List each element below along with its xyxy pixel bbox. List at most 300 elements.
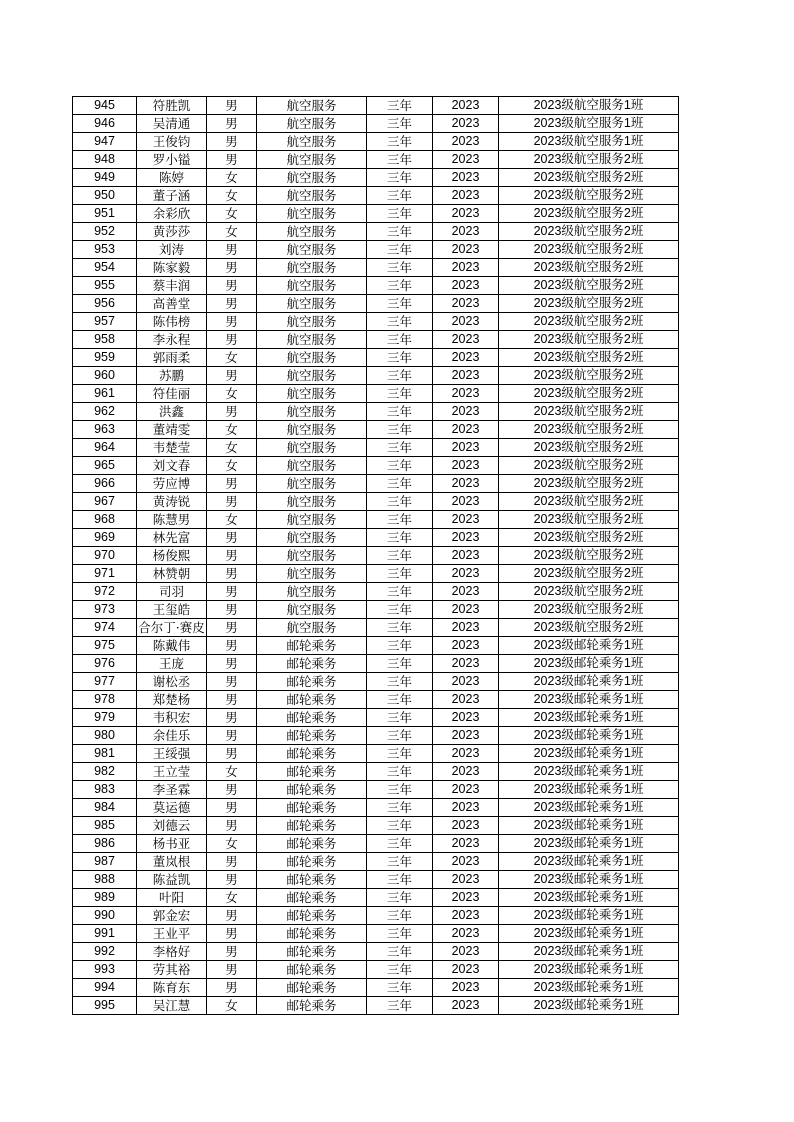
- student-name: 陈伟榜: [137, 313, 207, 331]
- student-name: 董靖雯: [137, 421, 207, 439]
- student-name: 谢松丞: [137, 673, 207, 691]
- row-number: 979: [73, 709, 137, 727]
- row-number: 971: [73, 565, 137, 583]
- student-major: 航空服务: [257, 223, 367, 241]
- study-duration: 三年: [367, 529, 433, 547]
- class-name: 2023级航空服务2班: [499, 313, 679, 331]
- student-name: 郑楚杨: [137, 691, 207, 709]
- student-name: 王庞: [137, 655, 207, 673]
- student-name: 郭雨柔: [137, 349, 207, 367]
- study-duration: 三年: [367, 457, 433, 475]
- student-major: 航空服务: [257, 187, 367, 205]
- enroll-year: 2023: [433, 925, 499, 943]
- row-number: 956: [73, 295, 137, 313]
- row-number: 969: [73, 529, 137, 547]
- student-major: 航空服务: [257, 241, 367, 259]
- row-number: 963: [73, 421, 137, 439]
- table-row: [73, 889, 679, 907]
- table-row: [73, 565, 679, 583]
- student-gender: 男: [207, 619, 257, 637]
- table-row: [73, 187, 679, 205]
- table-row: [73, 259, 679, 277]
- table-row: [73, 655, 679, 673]
- student-name: 刘涛: [137, 241, 207, 259]
- student-major: 航空服务: [257, 601, 367, 619]
- student-gender: 男: [207, 547, 257, 565]
- row-number: 961: [73, 385, 137, 403]
- study-duration: 三年: [367, 637, 433, 655]
- table-row: [73, 133, 679, 151]
- student-major: 邮轮乘务: [257, 781, 367, 799]
- student-major: 邮轮乘务: [257, 745, 367, 763]
- student-major: 航空服务: [257, 493, 367, 511]
- table-row: [73, 169, 679, 187]
- class-name: 2023级航空服务2班: [499, 169, 679, 187]
- table-row: [73, 241, 679, 259]
- student-major: 邮轮乘务: [257, 727, 367, 745]
- row-number: 950: [73, 187, 137, 205]
- student-gender: 男: [207, 583, 257, 601]
- class-name: 2023级邮轮乘务1班: [499, 997, 679, 1015]
- table-row: [73, 619, 679, 637]
- study-duration: 三年: [367, 853, 433, 871]
- row-number: 974: [73, 619, 137, 637]
- class-name: 2023级航空服务2班: [499, 565, 679, 583]
- enroll-year: 2023: [433, 781, 499, 799]
- table-row: [73, 745, 679, 763]
- student-name: 李格好: [137, 943, 207, 961]
- row-number: 968: [73, 511, 137, 529]
- class-name: 2023级航空服务2班: [499, 151, 679, 169]
- student-gender: 男: [207, 799, 257, 817]
- student-major: 航空服务: [257, 421, 367, 439]
- row-number: 977: [73, 673, 137, 691]
- study-duration: 三年: [367, 385, 433, 403]
- class-name: 2023级航空服务2班: [499, 223, 679, 241]
- class-name: 2023级邮轮乘务1班: [499, 799, 679, 817]
- table-body: [73, 97, 679, 1015]
- class-name: 2023级邮轮乘务1班: [499, 745, 679, 763]
- student-gender: 男: [207, 367, 257, 385]
- table-row: [73, 475, 679, 493]
- student-gender: 男: [207, 691, 257, 709]
- student-name: 刘文春: [137, 457, 207, 475]
- student-major: 邮轮乘务: [257, 799, 367, 817]
- student-gender: 男: [207, 961, 257, 979]
- enroll-year: 2023: [433, 259, 499, 277]
- student-gender: 女: [207, 205, 257, 223]
- study-duration: 三年: [367, 133, 433, 151]
- student-major: 航空服务: [257, 97, 367, 115]
- row-number: 964: [73, 439, 137, 457]
- student-name: 余彩欣: [137, 205, 207, 223]
- student-name: 劳其裕: [137, 961, 207, 979]
- student-name: 吴清通: [137, 115, 207, 133]
- study-duration: 三年: [367, 835, 433, 853]
- table-row: [73, 115, 679, 133]
- study-duration: 三年: [367, 439, 433, 457]
- study-duration: 三年: [367, 151, 433, 169]
- student-major: 邮轮乘务: [257, 943, 367, 961]
- class-name: 2023级航空服务2班: [499, 529, 679, 547]
- student-gender: 男: [207, 331, 257, 349]
- student-gender: 男: [207, 529, 257, 547]
- student-major: 航空服务: [257, 619, 367, 637]
- enroll-year: 2023: [433, 349, 499, 367]
- class-name: 2023级航空服务2班: [499, 457, 679, 475]
- student-major: 航空服务: [257, 349, 367, 367]
- student-gender: 男: [207, 745, 257, 763]
- enroll-year: 2023: [433, 727, 499, 745]
- row-number: 949: [73, 169, 137, 187]
- table-row: [73, 349, 679, 367]
- enroll-year: 2023: [433, 367, 499, 385]
- class-name: 2023级邮轮乘务1班: [499, 979, 679, 997]
- study-duration: 三年: [367, 493, 433, 511]
- study-duration: 三年: [367, 259, 433, 277]
- student-gender: 男: [207, 601, 257, 619]
- class-name: 2023级航空服务2班: [499, 205, 679, 223]
- student-gender: 女: [207, 169, 257, 187]
- row-number: 986: [73, 835, 137, 853]
- student-name: 杨书亚: [137, 835, 207, 853]
- table-row: [73, 817, 679, 835]
- student-gender: 女: [207, 421, 257, 439]
- student-gender: 男: [207, 259, 257, 277]
- student-name: 韦楚莹: [137, 439, 207, 457]
- class-name: 2023级航空服务2班: [499, 511, 679, 529]
- enroll-year: 2023: [433, 151, 499, 169]
- row-number: 953: [73, 241, 137, 259]
- row-number: 958: [73, 331, 137, 349]
- student-gender: 女: [207, 997, 257, 1015]
- student-name: 陈益凯: [137, 871, 207, 889]
- student-major: 邮轮乘务: [257, 691, 367, 709]
- student-gender: 男: [207, 565, 257, 583]
- table-row: [73, 997, 679, 1015]
- table-row: [73, 925, 679, 943]
- row-number: 951: [73, 205, 137, 223]
- row-number: 990: [73, 907, 137, 925]
- student-major: 邮轮乘务: [257, 673, 367, 691]
- student-gender: 男: [207, 781, 257, 799]
- student-gender: 男: [207, 871, 257, 889]
- row-number: 983: [73, 781, 137, 799]
- student-gender: 男: [207, 313, 257, 331]
- student-name: 王业平: [137, 925, 207, 943]
- enroll-year: 2023: [433, 673, 499, 691]
- student-name: 黄涛锐: [137, 493, 207, 511]
- class-name: 2023级航空服务2班: [499, 421, 679, 439]
- row-number: 975: [73, 637, 137, 655]
- row-number: 992: [73, 943, 137, 961]
- row-number: 995: [73, 997, 137, 1015]
- class-name: 2023级航空服务2班: [499, 475, 679, 493]
- table-row: [73, 709, 679, 727]
- student-name: 陈婷: [137, 169, 207, 187]
- student-major: 航空服务: [257, 439, 367, 457]
- row-number: 978: [73, 691, 137, 709]
- table-row: [73, 403, 679, 421]
- enroll-year: 2023: [433, 799, 499, 817]
- class-name: 2023级航空服务1班: [499, 97, 679, 115]
- student-name: 杨俊熙: [137, 547, 207, 565]
- table-row: [73, 799, 679, 817]
- class-name: 2023级航空服务2班: [499, 493, 679, 511]
- table-row: [73, 961, 679, 979]
- student-gender: 女: [207, 889, 257, 907]
- enroll-year: 2023: [433, 277, 499, 295]
- student-gender: 男: [207, 655, 257, 673]
- student-gender: 男: [207, 853, 257, 871]
- enroll-year: 2023: [433, 403, 499, 421]
- student-gender: 男: [207, 475, 257, 493]
- student-name: 王绥强: [137, 745, 207, 763]
- student-name: 董岚根: [137, 853, 207, 871]
- enroll-year: 2023: [433, 655, 499, 673]
- study-duration: 三年: [367, 727, 433, 745]
- student-major: 航空服务: [257, 511, 367, 529]
- student-name: 劳应博: [137, 475, 207, 493]
- student-gender: 女: [207, 835, 257, 853]
- student-gender: 女: [207, 187, 257, 205]
- student-name: 高善堂: [137, 295, 207, 313]
- student-gender: 男: [207, 637, 257, 655]
- table-row: [73, 547, 679, 565]
- student-gender: 男: [207, 493, 257, 511]
- enroll-year: 2023: [433, 331, 499, 349]
- row-number: 993: [73, 961, 137, 979]
- enroll-year: 2023: [433, 385, 499, 403]
- study-duration: 三年: [367, 565, 433, 583]
- enroll-year: 2023: [433, 637, 499, 655]
- student-name: 韦积宏: [137, 709, 207, 727]
- class-name: 2023级邮轮乘务1班: [499, 889, 679, 907]
- student-name: 林赞朝: [137, 565, 207, 583]
- row-number: 948: [73, 151, 137, 169]
- student-gender: 男: [207, 979, 257, 997]
- enroll-year: 2023: [433, 691, 499, 709]
- student-name: 符胜凯: [137, 97, 207, 115]
- study-duration: 三年: [367, 277, 433, 295]
- table-row: [73, 583, 679, 601]
- study-duration: 三年: [367, 799, 433, 817]
- table-row: [73, 637, 679, 655]
- student-major: 邮轮乘务: [257, 655, 367, 673]
- table-row: [73, 277, 679, 295]
- row-number: 966: [73, 475, 137, 493]
- class-name: 2023级邮轮乘务1班: [499, 943, 679, 961]
- row-number: 957: [73, 313, 137, 331]
- student-gender: 男: [207, 241, 257, 259]
- class-name: 2023级邮轮乘务1班: [499, 781, 679, 799]
- student-major: 航空服务: [257, 385, 367, 403]
- table-row: [73, 691, 679, 709]
- class-name: 2023级航空服务2班: [499, 403, 679, 421]
- row-number: 988: [73, 871, 137, 889]
- enroll-year: 2023: [433, 871, 499, 889]
- class-name: 2023级邮轮乘务1班: [499, 925, 679, 943]
- enroll-year: 2023: [433, 547, 499, 565]
- class-name: 2023级邮轮乘务1班: [499, 673, 679, 691]
- student-name: 董子涵: [137, 187, 207, 205]
- study-duration: 三年: [367, 619, 433, 637]
- student-major: 航空服务: [257, 313, 367, 331]
- row-number: 976: [73, 655, 137, 673]
- study-duration: 三年: [367, 367, 433, 385]
- class-name: 2023级航空服务2班: [499, 295, 679, 313]
- table-row: [73, 313, 679, 331]
- class-name: 2023级邮轮乘务1班: [499, 709, 679, 727]
- table-row: [73, 457, 679, 475]
- class-name: 2023级航空服务2班: [499, 547, 679, 565]
- student-major: 航空服务: [257, 367, 367, 385]
- table-row: [73, 493, 679, 511]
- enroll-year: 2023: [433, 115, 499, 133]
- enroll-year: 2023: [433, 709, 499, 727]
- student-gender: 男: [207, 97, 257, 115]
- class-name: 2023级航空服务1班: [499, 115, 679, 133]
- class-name: 2023级邮轮乘务1班: [499, 655, 679, 673]
- class-name: 2023级邮轮乘务1班: [499, 907, 679, 925]
- student-major: 航空服务: [257, 151, 367, 169]
- study-duration: 三年: [367, 223, 433, 241]
- student-gender: 女: [207, 763, 257, 781]
- student-gender: 男: [207, 925, 257, 943]
- student-gender: 男: [207, 295, 257, 313]
- student-major: 航空服务: [257, 403, 367, 421]
- student-major: 航空服务: [257, 583, 367, 601]
- study-duration: 三年: [367, 745, 433, 763]
- enroll-year: 2023: [433, 97, 499, 115]
- study-duration: 三年: [367, 241, 433, 259]
- class-name: 2023级航空服务2班: [499, 259, 679, 277]
- class-name: 2023级航空服务2班: [499, 583, 679, 601]
- student-name: 余佳乐: [137, 727, 207, 745]
- class-name: 2023级航空服务2班: [499, 241, 679, 259]
- row-number: 946: [73, 115, 137, 133]
- student-major: 航空服务: [257, 565, 367, 583]
- enroll-year: 2023: [433, 853, 499, 871]
- student-name: 洪鑫: [137, 403, 207, 421]
- student-name: 王立莹: [137, 763, 207, 781]
- row-number: 973: [73, 601, 137, 619]
- enroll-year: 2023: [433, 295, 499, 313]
- student-name: 王俊钧: [137, 133, 207, 151]
- enroll-year: 2023: [433, 223, 499, 241]
- class-name: 2023级邮轮乘务1班: [499, 691, 679, 709]
- study-duration: 三年: [367, 475, 433, 493]
- table-row: [73, 943, 679, 961]
- class-name: 2023级邮轮乘务1班: [499, 961, 679, 979]
- class-name: 2023级航空服务2班: [499, 331, 679, 349]
- student-name: 李圣霖: [137, 781, 207, 799]
- study-duration: 三年: [367, 961, 433, 979]
- student-major: 邮轮乘务: [257, 997, 367, 1015]
- enroll-year: 2023: [433, 241, 499, 259]
- student-major: 邮轮乘务: [257, 637, 367, 655]
- class-name: 2023级航空服务2班: [499, 349, 679, 367]
- student-major: 航空服务: [257, 331, 367, 349]
- table-row: [73, 853, 679, 871]
- study-duration: 三年: [367, 583, 433, 601]
- table-row: [73, 385, 679, 403]
- class-name: 2023级邮轮乘务1班: [499, 817, 679, 835]
- table-row: [73, 511, 679, 529]
- row-number: 980: [73, 727, 137, 745]
- enroll-year: 2023: [433, 205, 499, 223]
- study-duration: 三年: [367, 331, 433, 349]
- class-name: 2023级航空服务2班: [499, 601, 679, 619]
- student-major: 邮轮乘务: [257, 763, 367, 781]
- study-duration: 三年: [367, 871, 433, 889]
- table-row: [73, 727, 679, 745]
- study-duration: 三年: [367, 187, 433, 205]
- student-gender: 女: [207, 349, 257, 367]
- class-name: 2023级航空服务1班: [499, 133, 679, 151]
- study-duration: 三年: [367, 115, 433, 133]
- student-major: 邮轮乘务: [257, 889, 367, 907]
- student-gender: 女: [207, 439, 257, 457]
- row-number: 991: [73, 925, 137, 943]
- row-number: 970: [73, 547, 137, 565]
- enroll-year: 2023: [433, 169, 499, 187]
- student-gender: 男: [207, 277, 257, 295]
- student-gender: 男: [207, 907, 257, 925]
- student-name: 陈家毅: [137, 259, 207, 277]
- study-duration: 三年: [367, 907, 433, 925]
- student-gender: 女: [207, 223, 257, 241]
- student-major: 航空服务: [257, 205, 367, 223]
- student-major: 航空服务: [257, 133, 367, 151]
- student-major: 航空服务: [257, 475, 367, 493]
- student-major: 航空服务: [257, 295, 367, 313]
- enroll-year: 2023: [433, 619, 499, 637]
- study-duration: 三年: [367, 313, 433, 331]
- student-name: 苏鹏: [137, 367, 207, 385]
- table-row: [73, 421, 679, 439]
- study-duration: 三年: [367, 673, 433, 691]
- student-name: 陈慧男: [137, 511, 207, 529]
- enroll-year: 2023: [433, 439, 499, 457]
- class-name: 2023级航空服务2班: [499, 385, 679, 403]
- enroll-year: 2023: [433, 835, 499, 853]
- enroll-year: 2023: [433, 907, 499, 925]
- study-duration: 三年: [367, 781, 433, 799]
- study-duration: 三年: [367, 925, 433, 943]
- enroll-year: 2023: [433, 889, 499, 907]
- enroll-year: 2023: [433, 475, 499, 493]
- class-name: 2023级航空服务2班: [499, 277, 679, 295]
- table-row: [73, 601, 679, 619]
- table-row: [73, 223, 679, 241]
- student-name: 蔡丰润: [137, 277, 207, 295]
- class-name: 2023级航空服务2班: [499, 187, 679, 205]
- student-major: 邮轮乘务: [257, 961, 367, 979]
- student-major: 航空服务: [257, 169, 367, 187]
- student-major: 航空服务: [257, 457, 367, 475]
- student-name: 司羽: [137, 583, 207, 601]
- study-duration: 三年: [367, 511, 433, 529]
- student-major: 航空服务: [257, 277, 367, 295]
- study-duration: 三年: [367, 997, 433, 1015]
- student-major: 航空服务: [257, 529, 367, 547]
- study-duration: 三年: [367, 547, 433, 565]
- student-major: 邮轮乘务: [257, 925, 367, 943]
- study-duration: 三年: [367, 403, 433, 421]
- table-row: [73, 781, 679, 799]
- row-number: 959: [73, 349, 137, 367]
